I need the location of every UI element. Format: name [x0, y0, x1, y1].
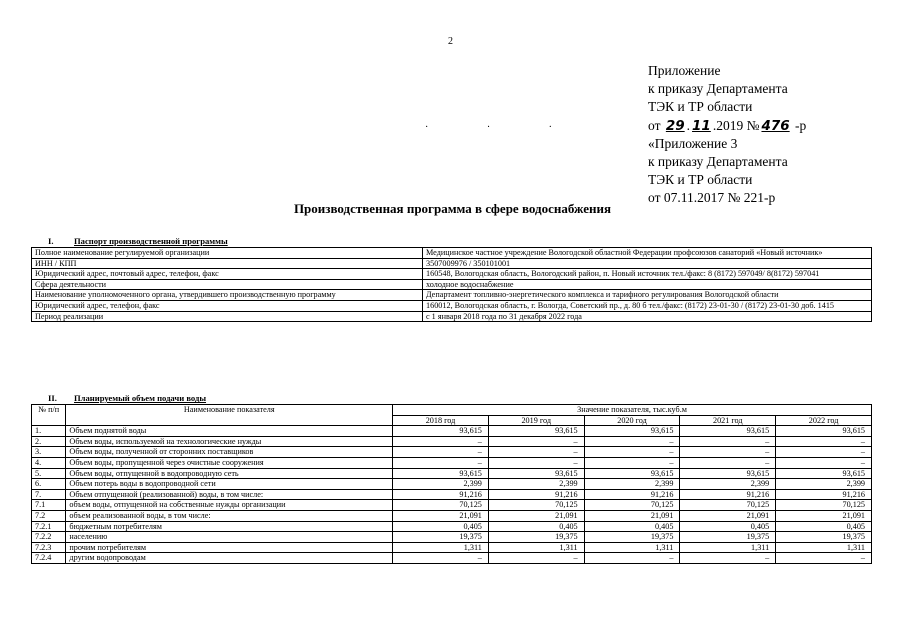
row-value: – — [584, 457, 680, 468]
row-value: 93,615 — [776, 426, 872, 437]
row-value: 93,615 — [393, 468, 489, 479]
row-value: – — [680, 436, 776, 447]
row-value: 2,399 — [680, 479, 776, 490]
section2-title: Планируемый объем подачи воды — [74, 393, 207, 403]
table-row — [32, 279, 872, 290]
row-value: 21,091 — [393, 510, 489, 521]
header-name: Наименование показателя — [66, 405, 393, 426]
row-name: объем реализованной воды, в том числе: — [66, 510, 393, 521]
appendix-block — [648, 62, 806, 208]
row-name: бюджетным потребителям — [66, 521, 393, 532]
row-value: 70,125 — [393, 500, 489, 511]
row-value: 0,405 — [393, 521, 489, 532]
row-value: холодное водоснабжение — [423, 279, 872, 290]
row-value: 1,311 — [776, 542, 872, 553]
row-value: – — [680, 553, 776, 564]
table-row — [32, 542, 872, 553]
row-value: – — [584, 553, 680, 564]
year-header: 2020 год — [584, 415, 680, 426]
table-row — [32, 447, 872, 458]
document-title: Производственная программа в сфере водоснабжения — [293, 201, 612, 216]
row-number: 1. — [32, 426, 66, 437]
row-value: 93,615 — [488, 426, 584, 437]
row-value: 2,399 — [776, 479, 872, 490]
appendix-date-sep: . — [686, 117, 691, 133]
row-value: 19,375 — [776, 532, 872, 543]
table-row — [32, 457, 872, 468]
appendix-date-year: .2019 № — [712, 117, 760, 133]
row-value: 19,375 — [393, 532, 489, 543]
row-value: 2,399 — [488, 479, 584, 490]
header-row — [32, 405, 872, 416]
row-value: 3507009976 / 350101001 — [423, 258, 872, 269]
row-value: 160548, Вологодская область, Вологодский район, п. Новый источник тел./факс: 8 (8172) 597049/ 8(8172) 597041 — [423, 269, 872, 280]
row-value: 160012, Вологодская область, г. Вологда, Советский пр., д. 80 б тел./факс: (8172) 23-01-30 / (8172) 23-01-30 доб. 1415 — [423, 300, 872, 311]
row-value: 93,615 — [680, 426, 776, 437]
row-value: 1,311 — [680, 542, 776, 553]
table-row — [32, 436, 872, 447]
row-name: Объем воды, используемой на технологические нужды — [66, 436, 393, 447]
section2-number: II. — [48, 393, 57, 403]
row-value: 1,311 — [488, 542, 584, 553]
row-value: 91,216 — [393, 489, 489, 500]
row-value: 91,216 — [584, 489, 680, 500]
row-value: 1,311 — [584, 542, 680, 553]
passport-table — [31, 247, 872, 322]
table-row — [32, 521, 872, 532]
row-label: ИНН / КПП — [32, 258, 423, 269]
table-row — [32, 311, 872, 322]
appendix-line: от 07.11.2017 № 221-р — [648, 190, 776, 206]
row-value: 91,216 — [488, 489, 584, 500]
year-header: 2019 год — [488, 415, 584, 426]
row-value: – — [776, 457, 872, 468]
row-number: 7.2 — [32, 510, 66, 521]
appendix-line: «Приложение 3 — [648, 135, 738, 151]
row-number: 7.1 — [32, 500, 66, 511]
appendix-date-prefix: от — [648, 117, 661, 133]
row-value: 93,615 — [488, 468, 584, 479]
row-value: – — [776, 447, 872, 458]
scan-specks: · · · — [425, 122, 580, 133]
row-name: Объем воды, полученной от сторонних поставщиков — [66, 447, 393, 458]
table-row — [32, 489, 872, 500]
row-value: 2,399 — [393, 479, 489, 490]
row-value: – — [584, 447, 680, 458]
row-value: – — [393, 553, 489, 564]
row-value: – — [776, 553, 872, 564]
row-value: – — [680, 447, 776, 458]
row-value: 0,405 — [776, 521, 872, 532]
row-value: 93,615 — [680, 468, 776, 479]
row-value: 21,091 — [584, 510, 680, 521]
handwritten-month: 11 — [692, 117, 711, 134]
row-name: прочим потребителям — [66, 542, 393, 553]
row-value: – — [488, 447, 584, 458]
row-value: 1,311 — [393, 542, 489, 553]
row-name: населению — [66, 532, 393, 543]
water-supply-table — [31, 404, 872, 564]
table-row — [32, 500, 872, 511]
row-value: 0,405 — [680, 521, 776, 532]
row-value: 93,615 — [776, 468, 872, 479]
row-value: 19,375 — [584, 532, 680, 543]
section2-heading — [48, 393, 206, 403]
table-row — [32, 468, 872, 479]
row-number: 7. — [32, 489, 66, 500]
table-row — [32, 510, 872, 521]
section1-title: Паспорт производственной программы — [74, 236, 228, 246]
row-name: объем воды, отпущенной на собственные нужды организации — [66, 500, 393, 511]
row-value: 70,125 — [776, 500, 872, 511]
row-name: Объем воды, отпущенной в водопроводную сеть — [66, 468, 393, 479]
appendix-line: Приложение — [648, 63, 721, 78]
row-number: 5. — [32, 468, 66, 479]
row-value: – — [776, 436, 872, 447]
row-label: Наименование уполномоченного органа, утвердившего производственную программу — [32, 290, 423, 301]
row-name: Объем поднятой воды — [66, 426, 393, 437]
row-value: 93,615 — [393, 426, 489, 437]
row-value: – — [488, 553, 584, 564]
row-name: Объем отпущенной (реализованной) воды, в том числе: — [66, 489, 393, 500]
appendix-date-line — [648, 117, 806, 135]
handwritten-day: 29 — [665, 117, 685, 134]
appendix-line: ТЭК и ТР области — [648, 172, 753, 188]
year-header: 2022 год — [776, 415, 872, 426]
row-value: 70,125 — [584, 500, 680, 511]
row-value: 21,091 — [776, 510, 872, 521]
row-label: Период реализации — [32, 311, 423, 322]
row-value: – — [393, 436, 489, 447]
row-label: Юридический адрес, почтовый адрес, телефон, факс — [32, 269, 423, 280]
row-value: 93,615 — [584, 468, 680, 479]
row-number: 7.2.3 — [32, 542, 66, 553]
table-row — [32, 258, 872, 269]
row-value: 91,216 — [776, 489, 872, 500]
row-value: – — [393, 457, 489, 468]
table-row — [32, 553, 872, 564]
row-value: – — [584, 436, 680, 447]
table-row — [32, 426, 872, 437]
section1-number: I. — [48, 236, 54, 246]
row-value: 0,405 — [488, 521, 584, 532]
header-num: № п/п — [32, 405, 66, 426]
row-label: Полное наименование регулируемой организации — [32, 248, 423, 259]
row-number: 7.2.1 — [32, 521, 66, 532]
row-value: 21,091 — [488, 510, 584, 521]
appendix-date-suffix: -р — [795, 117, 807, 133]
table-row — [32, 300, 872, 311]
table-row — [32, 248, 872, 259]
handwritten-number: 476 — [761, 117, 790, 134]
appendix-line: к приказу Департамента — [648, 81, 788, 97]
table-row — [32, 532, 872, 543]
row-value: 19,375 — [488, 532, 584, 543]
table-row — [32, 479, 872, 490]
row-name: Объем потерь воды в водопроводной сети — [66, 479, 393, 490]
row-value: Департамент топливно-энергетического комплекса и тарифного регулирования Вологодской области — [423, 290, 872, 301]
row-value: 2,399 — [584, 479, 680, 490]
table-row — [32, 269, 872, 280]
row-value: Медицинское частное учреждение Вологодской областной Федерации профсоюзов санаторий «Новый источник» — [423, 248, 872, 259]
row-value: 93,615 — [584, 426, 680, 437]
row-name: Объем воды, пропущенной через очистные сооружения — [66, 457, 393, 468]
page-number: 2 — [448, 36, 453, 47]
row-value: – — [488, 436, 584, 447]
appendix-line: к приказу Департамента — [648, 154, 788, 170]
row-value: – — [393, 447, 489, 458]
appendix-line: ТЭК и ТР области — [648, 99, 753, 115]
row-number: 7.2.4 — [32, 553, 66, 564]
row-value: 70,125 — [680, 500, 776, 511]
header-values: Значение показателя, тыс.куб.м — [393, 405, 872, 416]
year-header: 2018 год — [393, 415, 489, 426]
row-name: другим водопроводам — [66, 553, 393, 564]
row-number: 2. — [32, 436, 66, 447]
row-value: 0,405 — [584, 521, 680, 532]
row-value: – — [680, 457, 776, 468]
row-value: с 1 января 2018 года по 31 декабря 2022 года — [423, 311, 872, 322]
table-row — [32, 290, 872, 301]
row-number: 7.2.2 — [32, 532, 66, 543]
row-value: 70,125 — [488, 500, 584, 511]
row-value: 21,091 — [680, 510, 776, 521]
row-value: 19,375 — [680, 532, 776, 543]
row-number: 4. — [32, 457, 66, 468]
row-value: 91,216 — [680, 489, 776, 500]
year-header: 2021 год — [680, 415, 776, 426]
row-number: 6. — [32, 479, 66, 490]
row-value: – — [488, 457, 584, 468]
row-label: Юридический адрес, телефон, факс — [32, 300, 423, 311]
section1-heading — [48, 236, 228, 246]
row-label: Сфера деятельности — [32, 279, 423, 290]
row-number: 3. — [32, 447, 66, 458]
